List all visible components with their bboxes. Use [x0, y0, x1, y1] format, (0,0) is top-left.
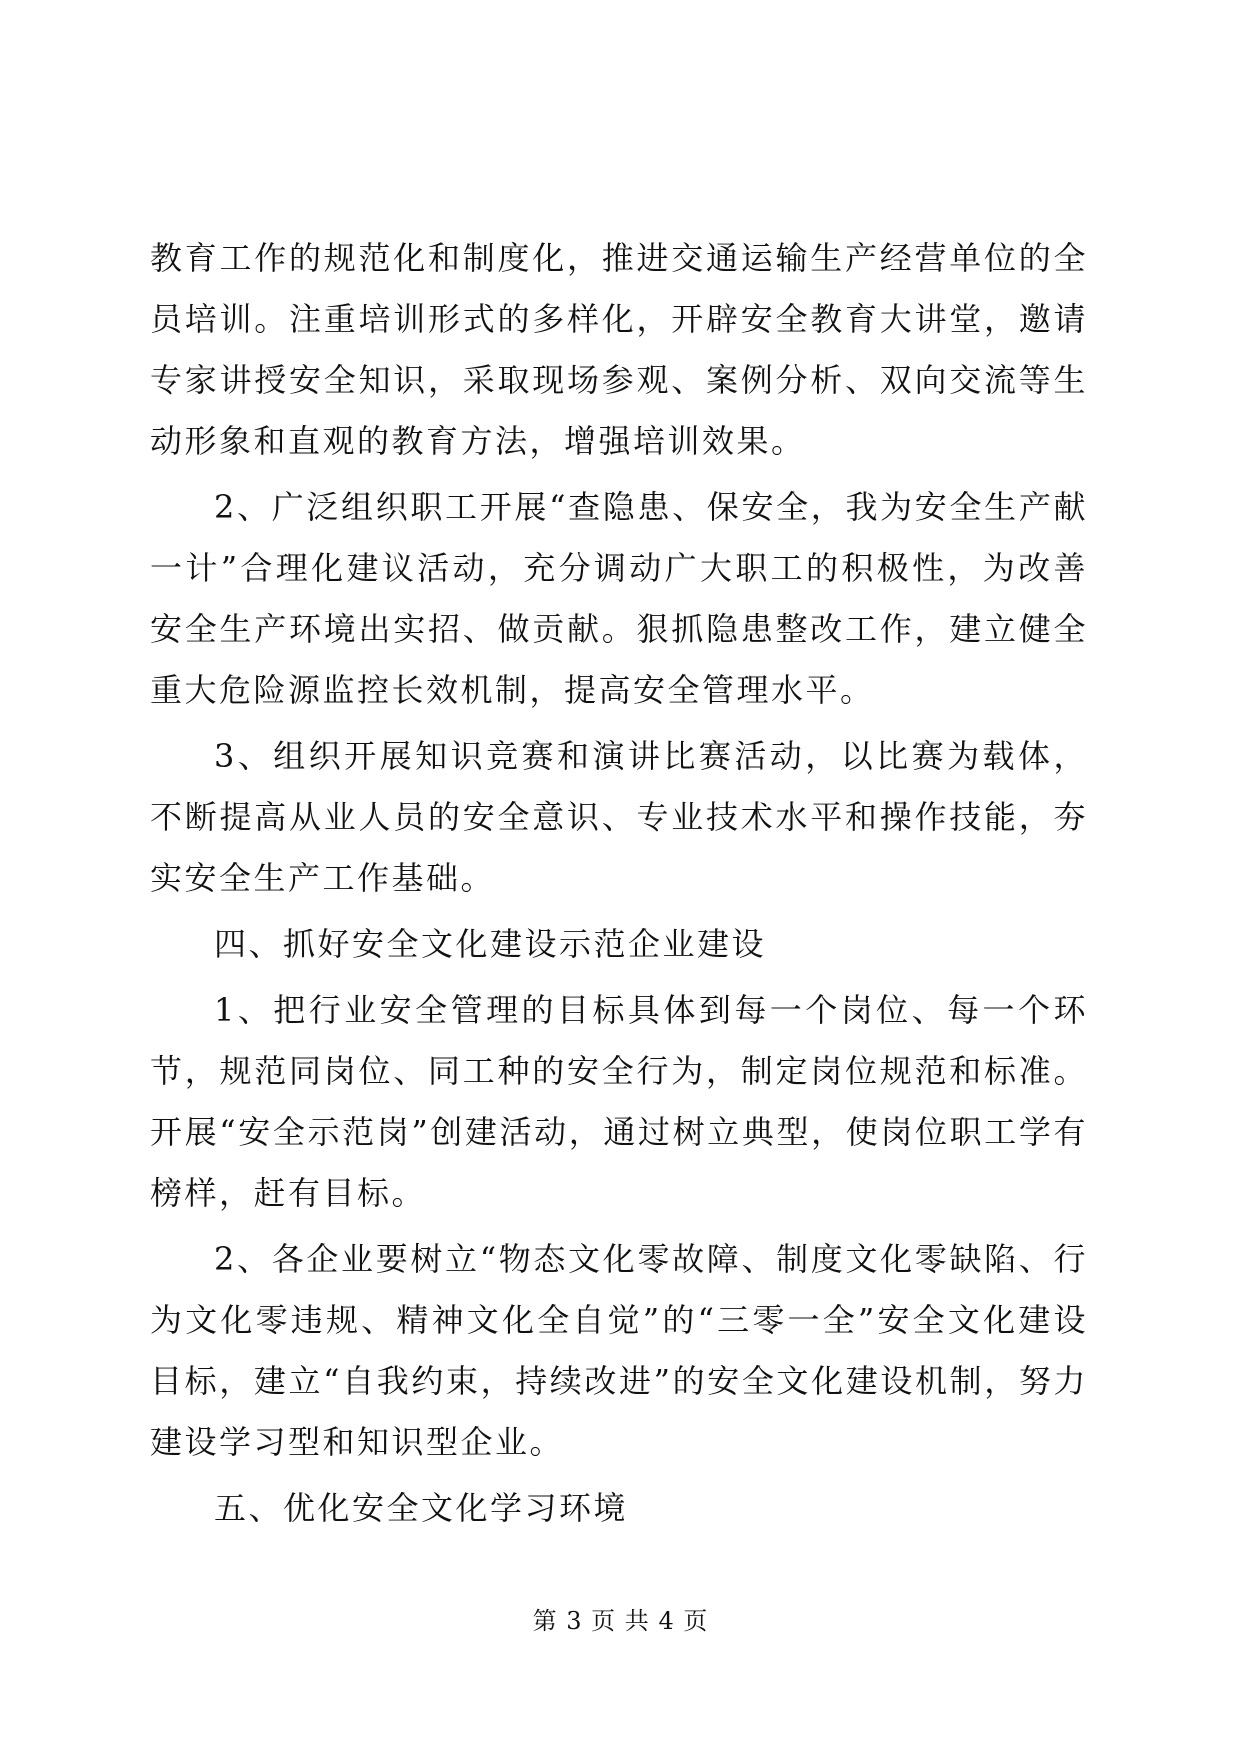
document-body	[150, 228, 1088, 1544]
section-heading-4: 四、抓好安全文化建设示范企业建设	[214, 925, 767, 963]
paragraph-item-1: 1、把行业安全管理的目标具体到每一个岗位、每一个环节，规范同岗位、同工种的安全行为，制定岗位规范和标准。开展“安全示范岗”创建活动，通过树立典型，使岗位职工学有榜样，赶有目标。	[150, 991, 1088, 1212]
page-number-footer: 第 3 页 共 4 页	[532, 1607, 709, 1635]
paragraph-item-2b: 2、各企业要树立“物态文化零故障、制度文化零缺陷、行为文化零违规、精神文化全自觉”的“三零一全”安全文化建设目标，建立“自我约束，持续改进”的安全文化建设机制，努力建设学习型和知识型企业。	[150, 1240, 1088, 1461]
paragraph-continuation: 教育工作的规范化和制度化，推进交通运输生产经营单位的全员培训。注重培训形式的多样化，开辟安全教育大讲堂，邀请专家讲授安全知识，采取现场参观、案例分析、双向交流等生动形象和直观的教育方法，增强培训效果。	[150, 239, 1088, 460]
paragraph-item-3: 3、组织开展知识竞赛和演讲比赛活动，以比赛为载体，不断提高从业人员的安全意识、专业技术水平和操作技能，夯实安全生产工作基础。	[150, 737, 1088, 897]
section-heading-5: 五、优化安全文化学习环境	[214, 1489, 629, 1527]
paragraph-item-2: 2、广泛组织职工开展“查隐患、保安全，我为安全生产献一计”合理化建议活动，充分调动广大职工的积极性，为改善安全生产环境出实招、做贡献。狠抓隐患整改工作，建立健全重大危险源监控长效机制，提高安全管理水平。	[150, 488, 1088, 709]
